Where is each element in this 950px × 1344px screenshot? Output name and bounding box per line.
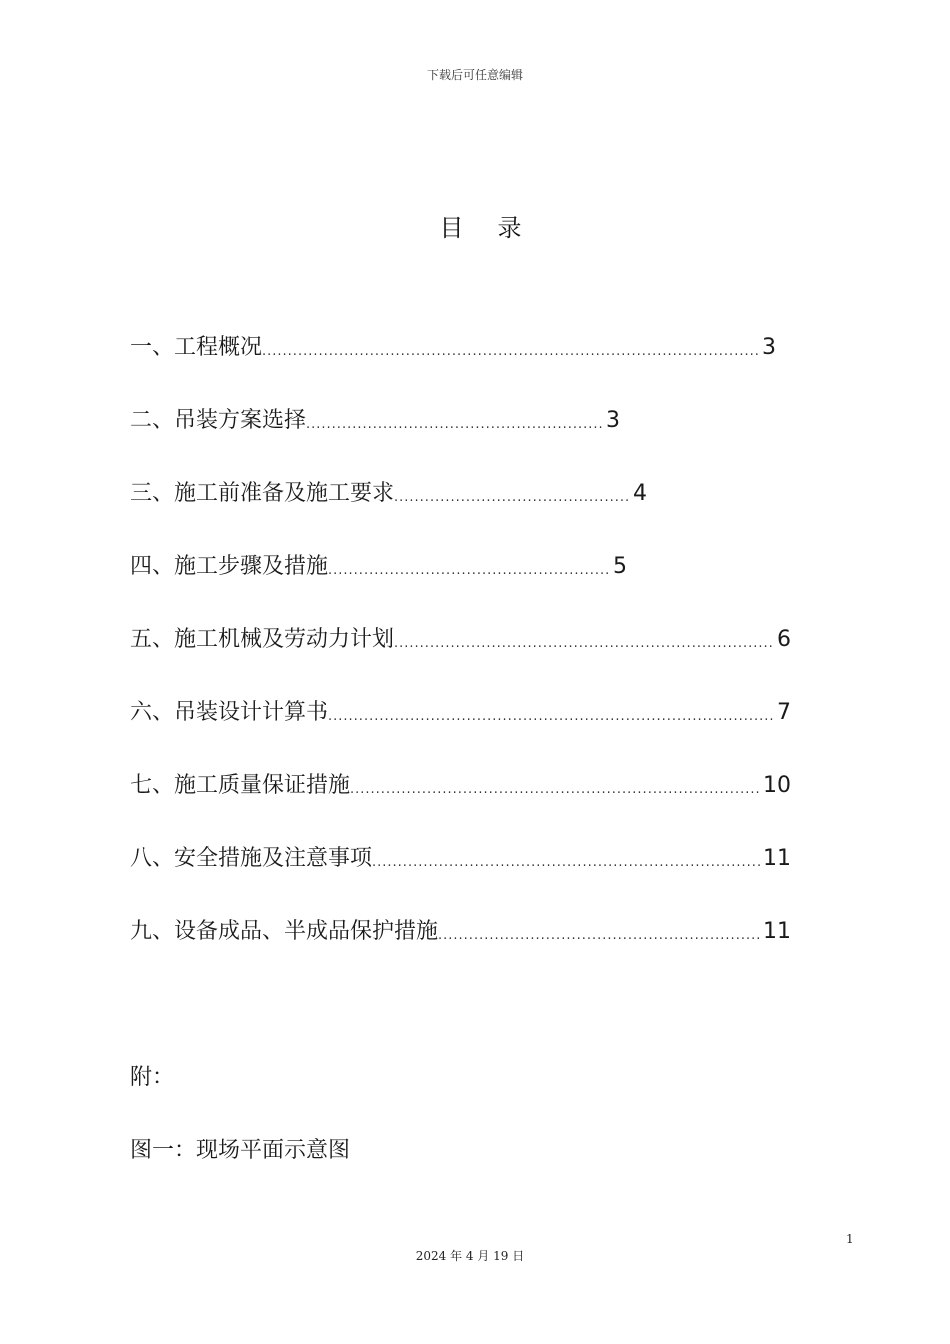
toc-leader-dots	[328, 700, 775, 734]
toc-leader-dots	[306, 408, 604, 442]
toc-entry-page: 7	[777, 700, 791, 725]
page-title: 目录	[439, 214, 556, 242]
toc-entry-label: 一、工程概况	[130, 335, 263, 360]
table-of-contents	[130, 331, 791, 988]
toc-entry-label: 四、施工步骤及措施	[130, 554, 329, 579]
footer-date: 2024 年 4 月 19 日	[415, 1249, 525, 1263]
toc-entry-label: 七、施工质量保证措施	[130, 773, 351, 798]
header-note: 下载后可任意编辑	[426, 68, 523, 82]
toc-entry[interactable]	[130, 331, 776, 404]
toc-entry-label: 五、施工机械及劳动力计划	[130, 627, 395, 652]
toc-leader-dots	[328, 554, 611, 588]
toc-entry-label: 三、施工前准备及施工要求	[130, 481, 395, 506]
toc-entry[interactable]	[130, 696, 791, 769]
toc-leader-dots	[372, 846, 761, 880]
toc-leader-dots	[394, 481, 631, 515]
toc-entry-label: 八、安全措施及注意事项	[130, 846, 373, 871]
toc-entry-label: 九、设备成品、半成品保护措施	[130, 919, 439, 944]
toc-entry[interactable]	[130, 550, 627, 623]
toc-entry-page: 11	[763, 846, 791, 871]
toc-entry-page: 10	[763, 773, 791, 798]
toc-entry-label: 六、吊装设计计算书	[130, 700, 329, 725]
toc-entry[interactable]	[130, 769, 791, 842]
page-number: 1	[846, 1232, 854, 1246]
appendix-figure-entry[interactable]: 图一：现场平面示意图	[130, 1138, 351, 1163]
toc-entry[interactable]	[130, 842, 791, 915]
toc-leader-dots	[350, 773, 761, 807]
toc-entry-page: 5	[613, 554, 627, 579]
toc-entry-label: 二、吊装方案选择	[130, 408, 307, 433]
toc-entry-page: 3	[762, 335, 776, 360]
toc-entry[interactable]	[130, 404, 620, 477]
toc-entry-page: 3	[606, 408, 620, 433]
toc-entry[interactable]	[130, 915, 791, 988]
toc-leader-dots	[438, 919, 761, 953]
toc-entry-page: 11	[763, 919, 791, 944]
toc-leader-dots	[262, 335, 760, 369]
toc-entry-page: 6	[777, 627, 791, 652]
toc-leader-dots	[394, 627, 775, 661]
appendix-label: 附：	[130, 1065, 175, 1090]
toc-entry[interactable]	[130, 623, 791, 696]
toc-entry-page: 4	[633, 481, 647, 506]
toc-entry[interactable]	[130, 477, 647, 550]
